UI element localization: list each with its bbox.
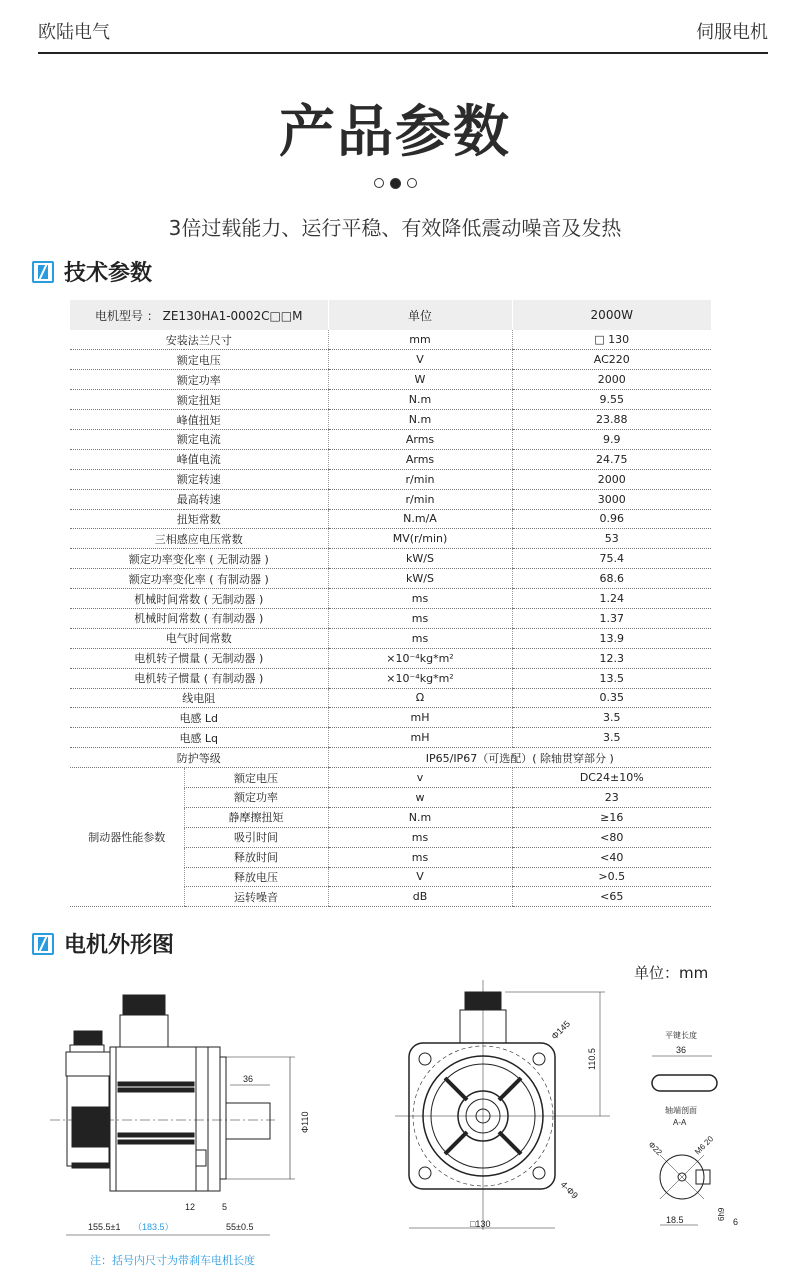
table-row [70,469,711,489]
param-unit: ms [328,847,512,867]
param-unit: Ω [328,688,512,708]
svg-text:36: 36 [676,1045,687,1055]
param-unit: N.m/A [328,509,512,529]
param-value: DC24±10% [512,768,711,788]
header-value: 2000W [512,300,711,330]
subtitle: 3倍过载能力、运行平稳、有效降低震动噪音及发热 [168,216,622,240]
svg-text:Φ145: Φ145 [549,1018,573,1042]
param-value: 13.9 [512,628,711,648]
param-unit: r/min [328,489,512,509]
param-unit: mH [328,728,512,748]
svg-text:Φ22: Φ22 [646,1140,664,1158]
param-name: 电机转子惯量 ( 无制动器 ) [70,648,328,668]
param-name: 防护等级 [70,748,328,768]
param-name: 吸引时间 [184,827,328,847]
param-value: 68.6 [512,569,711,589]
param-name: 机械时间常数 ( 无制动器 ) [70,589,328,609]
param-value: 1.37 [512,608,711,628]
param-value: 24.75 [512,449,711,469]
param-value: 53 [512,529,711,549]
svg-text:6h9: 6h9 [717,1207,726,1221]
param-value: <65 [512,887,711,907]
svg-text:155.5±1: 155.5±1 [88,1222,121,1232]
param-value: >0.5 [512,867,711,887]
header-model: 电机型号 ： ZE130HA1-0002C□□M [70,300,328,330]
param-name: 释放电压 [184,867,328,887]
table-row [70,668,711,688]
table-row [70,608,711,628]
param-name: 额定功率 [70,370,328,390]
param-unit: mm [328,330,512,350]
param-name: 额定电压 [70,350,328,370]
param-unit: Arms [328,429,512,449]
param-name: 额定电流 [70,429,328,449]
param-name: 安装法兰尺寸 [70,330,328,350]
param-unit: Arms [328,449,512,469]
param-name: 电机转子惯量 ( 有制动器 ) [70,668,328,688]
param-value: 23 [512,787,711,807]
param-name: 释放时间 [184,847,328,867]
param-value: IP65/IP67（可选配）( 除轴贯穿部分 ) [328,748,711,768]
param-name: 额定转速 [70,469,328,489]
param-value: 75.4 [512,549,711,569]
param-value: 2000 [512,370,711,390]
svg-text:18.5: 18.5 [666,1215,684,1225]
param-value: 3.5 [512,728,711,748]
param-unit: r/min [328,469,512,489]
table-row [70,509,711,529]
svg-text:轴端剖面: 轴端剖面 [665,1106,697,1115]
table-row [70,549,711,569]
section-title: 电机外形图 [64,933,175,958]
table-row-protection [70,748,711,768]
param-unit: v [328,768,512,788]
param-value: <40 [512,847,711,867]
param-unit: MV(r/min) [328,529,512,549]
param-unit: N.m [328,410,512,430]
param-name: 三相感应电压常数 [70,529,328,549]
table-header [70,300,711,330]
table-row [70,449,711,469]
param-value: 0.96 [512,509,711,529]
svg-text:36: 36 [243,1074,254,1084]
table-row [70,628,711,648]
pager-dot-active[interactable] [390,178,401,189]
svg-text:12: 12 [185,1202,196,1212]
table-row [70,569,711,589]
param-value: 12.3 [512,648,711,668]
param-value: 1.24 [512,589,711,609]
section-tech-params [32,256,152,287]
param-value: <80 [512,827,711,847]
param-name: 额定扭矩 [70,390,328,410]
param-unit: N.m [328,807,512,827]
param-unit: kW/S [328,569,512,589]
param-name: 额定功率 [184,787,328,807]
svg-text:6: 6 [733,1217,739,1227]
param-unit: ms [328,827,512,847]
param-value: 3000 [512,489,711,509]
param-name: 额定功率变化率 ( 有制动器 ) [70,569,328,589]
table-row [70,370,711,390]
drawing-note: 注：括号内尺寸为带刹车电机长度 [90,1254,255,1267]
param-value: 9.9 [512,429,711,449]
param-name: 电感 Lq [70,728,328,748]
svg-text:A-A: A-A [673,1118,687,1127]
shaft-key-section [620,1015,750,1235]
unit-label: 单位：mm [634,964,709,982]
table-row [70,350,711,370]
pager-dot[interactable] [407,178,417,188]
param-value: □ 130 [512,330,711,350]
motor-front-view [395,980,615,1240]
category-name: 伺服电机 [696,22,768,43]
table-row [70,589,711,609]
param-unit: w [328,787,512,807]
param-unit: V [328,350,512,370]
pager-dot[interactable] [374,178,384,188]
param-unit: N.m [328,390,512,410]
param-name: 机械时间常数 ( 有制动器 ) [70,608,328,628]
param-name: 线电阻 [70,688,328,708]
svg-text:Φ110: Φ110 [300,1111,310,1133]
param-name: 峰值扭矩 [70,410,328,430]
section-icon [32,933,54,955]
table-row [70,648,711,668]
param-unit: ×10⁻⁴kg*m² [328,648,512,668]
svg-text:平键长度: 平键长度 [665,1031,697,1040]
table-row [70,688,711,708]
param-value: 23.88 [512,410,711,430]
param-value: 3.5 [512,708,711,728]
spec-table [70,300,711,907]
motor-side-view [50,985,330,1245]
svg-text:55±0.5: 55±0.5 [226,1222,254,1232]
table-row [70,390,711,410]
table-row [70,708,711,728]
page-title: 产品参数 [279,100,511,165]
table-row [70,529,711,549]
param-value: 13.5 [512,668,711,688]
param-unit: ms [328,608,512,628]
param-value: ≥16 [512,807,711,827]
section-title: 技术参数 [64,261,153,286]
svg-text:M6 20: M6 20 [693,1134,716,1157]
param-name: 峰值电流 [70,449,328,469]
brake-group-label: 制动器性能参数 [70,768,184,907]
pager-dots [0,178,790,189]
table-row [70,429,711,449]
param-name: 电感 Ld [70,708,328,728]
svg-text:（183.5）: （183.5） [133,1222,174,1232]
section-icon [32,261,54,283]
section-outline [32,928,174,959]
param-unit: mH [328,708,512,728]
param-unit: W [328,370,512,390]
param-name: 最高转速 [70,489,328,509]
param-unit: V [328,867,512,887]
svg-text:□130: □130 [470,1219,491,1229]
table-row [70,489,711,509]
param-name: 电气时间常数 [70,628,328,648]
header-unit: 单位 [328,300,512,330]
param-value: AC220 [512,350,711,370]
param-unit: ms [328,589,512,609]
param-value: 0.35 [512,688,711,708]
param-unit: ms [328,628,512,648]
brand-name: 欧陆电气 [38,22,110,43]
table-row [70,330,711,350]
param-unit: dB [328,887,512,907]
param-name: 额定电压 [184,768,328,788]
svg-text:5: 5 [222,1202,228,1212]
param-name: 额定功率变化率 ( 无制动器 ) [70,549,328,569]
param-unit: kW/S [328,549,512,569]
param-value: 2000 [512,469,711,489]
param-name: 静摩擦扭矩 [184,807,328,827]
table-row-brake [70,768,711,788]
param-value: 9.55 [512,390,711,410]
param-name: 运转噪音 [184,887,328,907]
param-unit: ×10⁻⁴kg*m² [328,668,512,688]
top-bar [38,18,768,54]
svg-text:4-Φ9: 4-Φ9 [558,1179,580,1201]
param-name: 扭矩常数 [70,509,328,529]
table-row [70,410,711,430]
table-row [70,728,711,748]
svg-text:110.5: 110.5 [587,1048,597,1070]
